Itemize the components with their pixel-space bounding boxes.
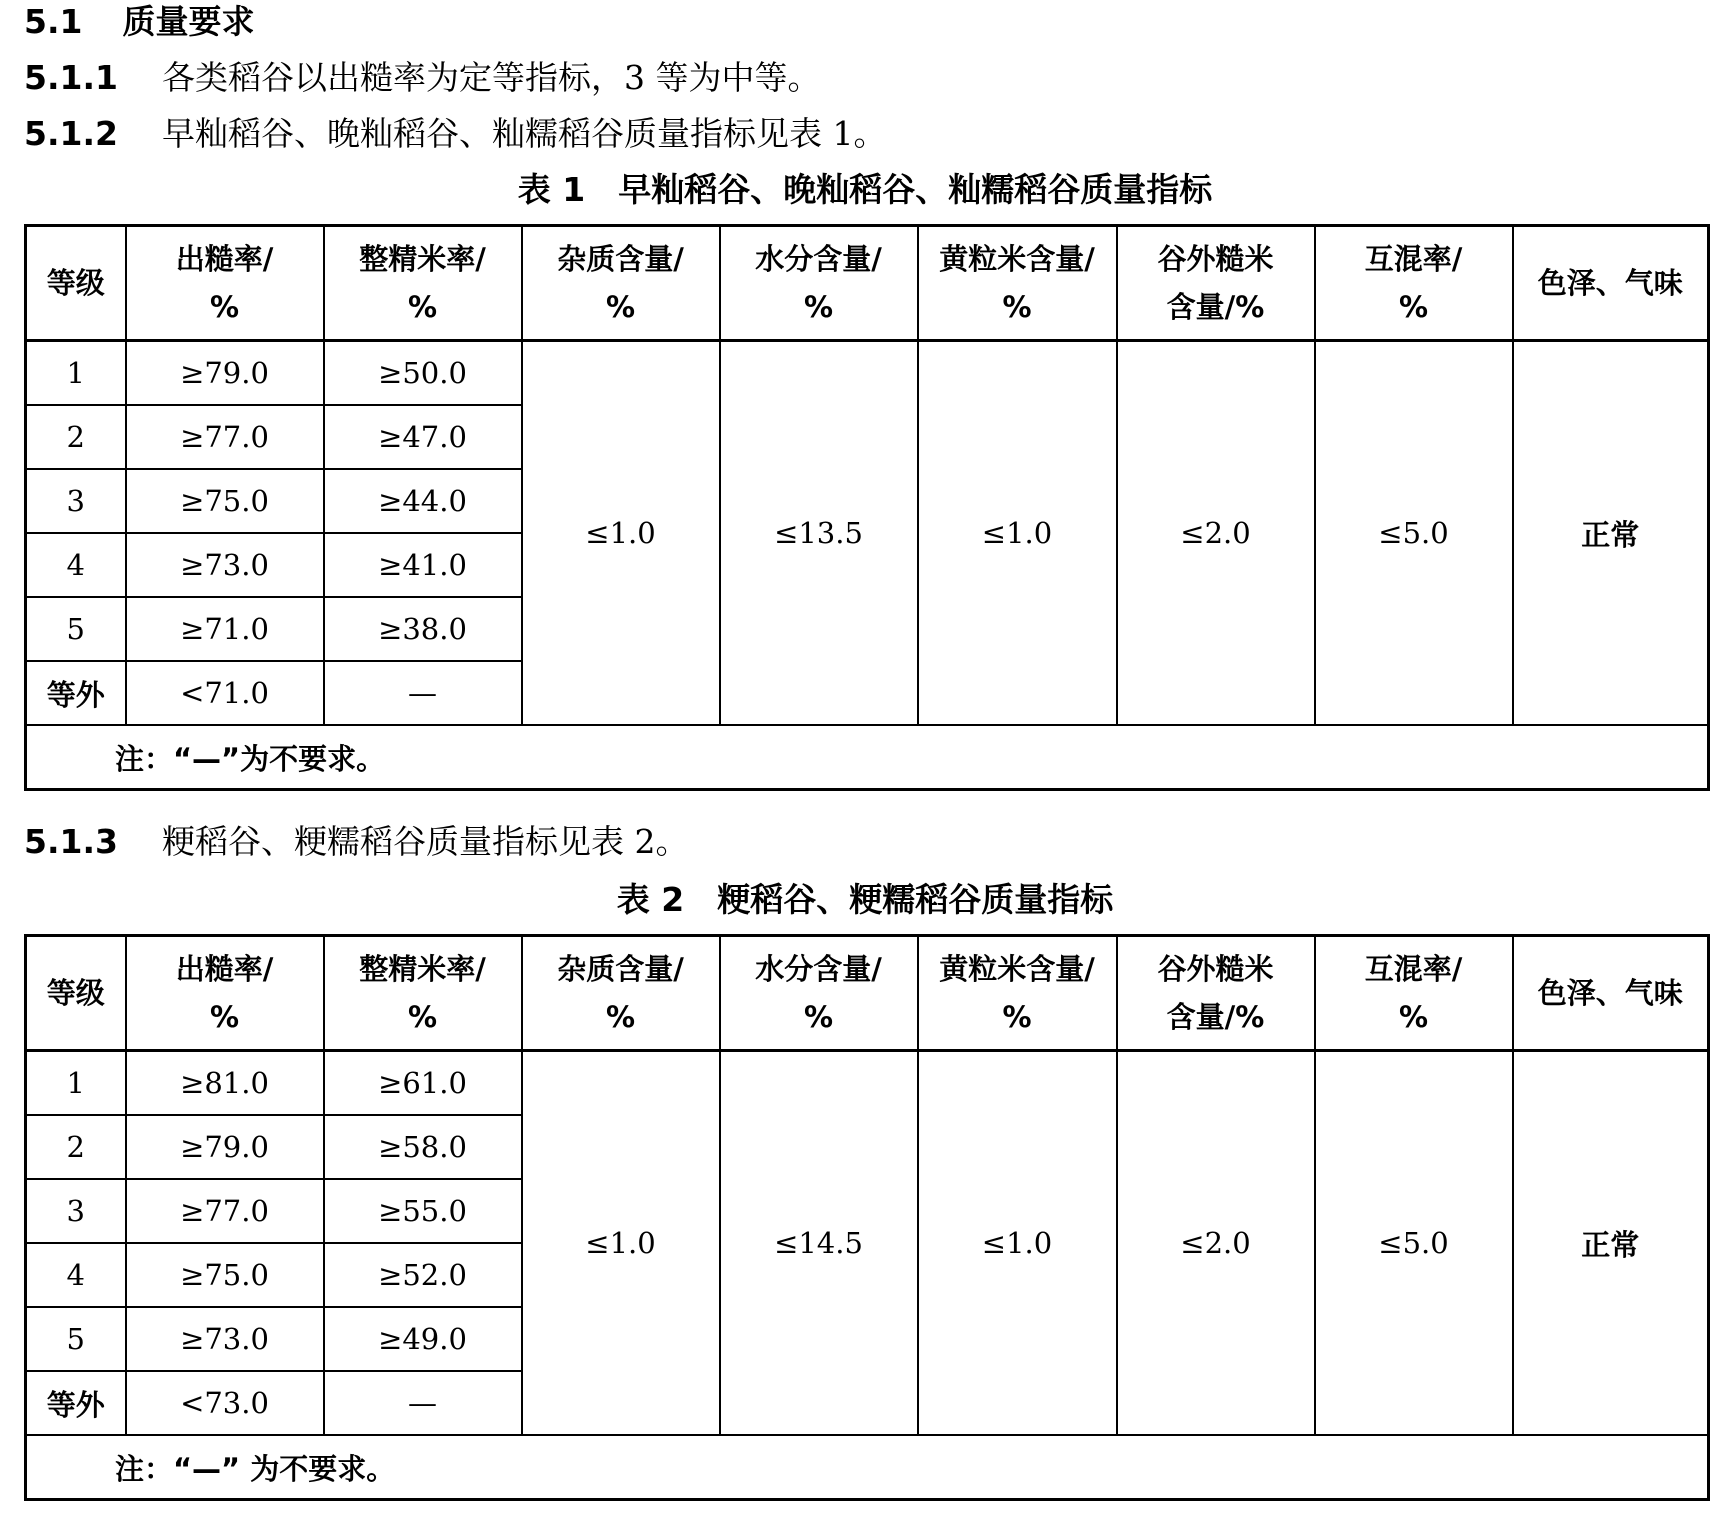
husked-rice-cell: ≤2.0 bbox=[1117, 341, 1315, 726]
clause-text: 粳稻谷、粳糯稻谷质量指标见表 2。 bbox=[162, 822, 689, 861]
clause-number: 5.1.2 bbox=[24, 114, 118, 153]
husking-rate-cell: ≥75.0 bbox=[126, 1243, 324, 1307]
note-row bbox=[26, 1435, 1709, 1500]
husking-rate-cell: ≥81.0 bbox=[126, 1051, 324, 1116]
yellow-rice-cell: ≤1.0 bbox=[918, 341, 1117, 726]
header-grade bbox=[26, 936, 126, 1051]
header-line: 黄粒米含量/ bbox=[939, 952, 1095, 986]
head-rice-rate-cell: ≥44.0 bbox=[324, 469, 522, 533]
grade-cell: 5 bbox=[26, 597, 126, 661]
table2-caption: 表 2 粳稻谷、粳糯稻谷质量指标 bbox=[616, 880, 1114, 919]
table1-caption: 表 1 早籼稻谷、晚籼稻谷、籼糯稻谷质量指标 bbox=[517, 170, 1213, 209]
husking-rate-cell: ≥79.0 bbox=[126, 1115, 324, 1179]
clause-text: 各类稻谷以出糙率为定等指标，3 等为中等。 bbox=[162, 58, 821, 97]
grade-cell: 2 bbox=[26, 1115, 126, 1179]
husking-rate-cell: ≥77.0 bbox=[126, 405, 324, 469]
header-husking-rate bbox=[126, 226, 324, 341]
grade-cell: 4 bbox=[26, 1243, 126, 1307]
head-rice-rate-cell: ≥50.0 bbox=[324, 341, 522, 406]
husked-rice-cell: ≤2.0 bbox=[1117, 1051, 1315, 1436]
head-rice-rate-cell: — bbox=[324, 661, 522, 725]
table1 bbox=[24, 224, 1710, 791]
header-moisture bbox=[720, 226, 918, 341]
clause-number: 5.1.1 bbox=[24, 58, 118, 97]
section-title: 质量要求 bbox=[122, 2, 255, 41]
grade-cell: 等外 bbox=[26, 661, 126, 725]
moisture-cell: ≤14.5 bbox=[720, 1051, 918, 1436]
header-line: % bbox=[1002, 1000, 1032, 1034]
head-rice-rate-cell: ≥49.0 bbox=[324, 1307, 522, 1371]
header-line: 含量/% bbox=[1166, 290, 1265, 324]
header-line: 含量/% bbox=[1166, 1000, 1265, 1034]
section-heading bbox=[24, 2, 254, 42]
header-line: 整精米率/ bbox=[359, 242, 486, 276]
husking-rate-cell: <71.0 bbox=[126, 661, 324, 725]
husking-rate-cell: ≥73.0 bbox=[126, 1307, 324, 1371]
color-odor-cell: 正常 bbox=[1513, 341, 1709, 726]
header-line: % bbox=[1002, 290, 1032, 324]
header-husked-rice bbox=[1117, 226, 1315, 341]
header-line: % bbox=[803, 290, 834, 324]
yellow-rice-cell: ≤1.0 bbox=[918, 1051, 1117, 1436]
table-header-row bbox=[26, 936, 1709, 1051]
moisture-cell: ≤13.5 bbox=[720, 341, 918, 726]
table-note: 注：“—”为不要求。 bbox=[26, 725, 1709, 790]
header-line: 水分含量/ bbox=[755, 952, 882, 986]
color-odor-cell: 正常 bbox=[1513, 1051, 1709, 1436]
header-line: 互混率/ bbox=[1364, 952, 1463, 986]
header-line: % bbox=[1398, 290, 1429, 324]
header-head-rice-rate bbox=[324, 226, 522, 341]
header-line: % bbox=[605, 290, 636, 324]
header-line: % bbox=[407, 1000, 438, 1034]
header-impurity bbox=[522, 226, 720, 341]
head-rice-rate-cell: ≥58.0 bbox=[324, 1115, 522, 1179]
grade-cell: 5 bbox=[26, 1307, 126, 1371]
head-rice-rate-cell: ≥47.0 bbox=[324, 405, 522, 469]
header-line: % bbox=[407, 290, 438, 324]
header-line: 等级 bbox=[46, 266, 105, 300]
header-line: 等级 bbox=[46, 976, 105, 1010]
husking-rate-cell: <73.0 bbox=[126, 1371, 324, 1435]
header-line: 互混率/ bbox=[1364, 242, 1463, 276]
husking-rate-cell: ≥71.0 bbox=[126, 597, 324, 661]
clause-number: 5.1.3 bbox=[24, 822, 118, 861]
clause-5-1-2 bbox=[24, 114, 887, 154]
clause-text: 早籼稻谷、晚籼稻谷、籼糯稻谷质量指标见表 1。 bbox=[162, 114, 887, 153]
header-line: 杂质含量/ bbox=[557, 952, 684, 986]
header-impurity bbox=[522, 936, 720, 1051]
grade-cell: 1 bbox=[26, 1051, 126, 1116]
husking-rate-cell: ≥79.0 bbox=[126, 341, 324, 406]
header-line: % bbox=[209, 1000, 240, 1034]
header-line: % bbox=[209, 290, 240, 324]
header-line: 谷外糙米 bbox=[1157, 952, 1274, 986]
header-husked-rice bbox=[1117, 936, 1315, 1051]
table-row bbox=[26, 341, 1709, 406]
header-line: 出糙率/ bbox=[175, 952, 274, 986]
header-line: % bbox=[803, 1000, 834, 1034]
header-line: 色泽、气味 bbox=[1537, 266, 1683, 300]
header-line: 谷外糙米 bbox=[1157, 242, 1274, 276]
head-rice-rate-cell: ≥55.0 bbox=[324, 1179, 522, 1243]
header-yellow-rice bbox=[918, 226, 1117, 341]
table-header-row bbox=[26, 226, 1709, 341]
head-rice-rate-cell: ≥38.0 bbox=[324, 597, 522, 661]
head-rice-rate-cell: ≥41.0 bbox=[324, 533, 522, 597]
header-yellow-rice bbox=[918, 936, 1117, 1051]
header-line: 出糙率/ bbox=[175, 242, 274, 276]
header-line: 色泽、气味 bbox=[1537, 976, 1683, 1010]
husking-rate-cell: ≥73.0 bbox=[126, 533, 324, 597]
grade-cell: 2 bbox=[26, 405, 126, 469]
head-rice-rate-cell: ≥52.0 bbox=[324, 1243, 522, 1307]
header-line: % bbox=[1398, 1000, 1429, 1034]
head-rice-rate-cell: — bbox=[324, 1371, 522, 1435]
header-color-odor bbox=[1513, 936, 1709, 1051]
grade-cell: 1 bbox=[26, 341, 126, 406]
mixing-cell: ≤5.0 bbox=[1315, 341, 1513, 726]
header-line: 黄粒米含量/ bbox=[939, 242, 1095, 276]
header-mixing-rate bbox=[1315, 226, 1513, 341]
clause-5-1-3 bbox=[24, 822, 689, 862]
header-grade bbox=[26, 226, 126, 341]
head-rice-rate-cell: ≥61.0 bbox=[324, 1051, 522, 1116]
grade-cell: 3 bbox=[26, 1179, 126, 1243]
grade-cell: 等外 bbox=[26, 1371, 126, 1435]
table-note: 注：“—” 为不要求。 bbox=[26, 1435, 1709, 1500]
header-line: 杂质含量/ bbox=[557, 242, 684, 276]
grade-cell: 3 bbox=[26, 469, 126, 533]
table2 bbox=[24, 934, 1710, 1501]
header-head-rice-rate bbox=[324, 936, 522, 1051]
mixing-cell: ≤5.0 bbox=[1315, 1051, 1513, 1436]
clause-5-1-1 bbox=[24, 58, 821, 98]
header-line: % bbox=[605, 1000, 636, 1034]
header-line: 水分含量/ bbox=[755, 242, 882, 276]
header-mixing-rate bbox=[1315, 936, 1513, 1051]
section-number: 5.1 bbox=[24, 2, 83, 41]
impurity-cell: ≤1.0 bbox=[522, 1051, 720, 1436]
husking-rate-cell: ≥75.0 bbox=[126, 469, 324, 533]
header-moisture bbox=[720, 936, 918, 1051]
impurity-cell: ≤1.0 bbox=[522, 341, 720, 726]
table-row bbox=[26, 1051, 1709, 1116]
husking-rate-cell: ≥77.0 bbox=[126, 1179, 324, 1243]
grade-cell: 4 bbox=[26, 533, 126, 597]
header-husking-rate bbox=[126, 936, 324, 1051]
header-color-odor bbox=[1513, 226, 1709, 341]
header-line: 整精米率/ bbox=[359, 952, 486, 986]
note-row bbox=[26, 725, 1709, 790]
